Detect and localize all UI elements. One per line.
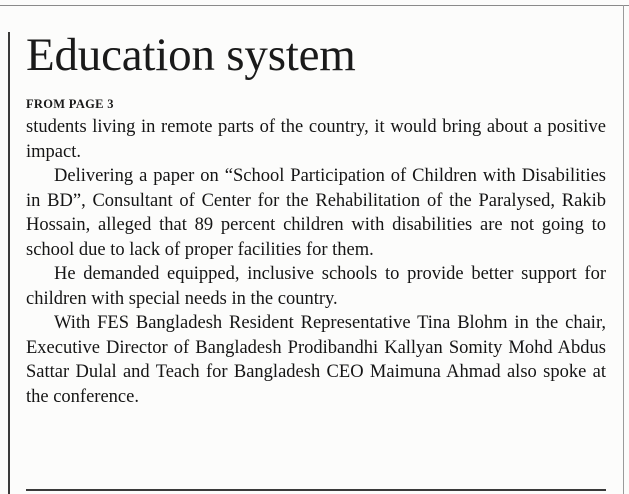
article-paragraph-1: students living in remote parts of the country, it would bring about a positive impact.: [26, 117, 606, 162]
top-border-rule: [0, 5, 629, 6]
continuation-kicker: FROM PAGE 3: [26, 97, 114, 111]
article-paragraph-3: He demanded equipped, inclusive schools to provide better support for children with special needs in the country.: [26, 264, 606, 309]
article-paragraph-4: With FES Bangladesh Resident Representative Tina Blohm in the chair, Executive Director of Bangladesh Prodibandhi Kallyan Somity Mohd Abdus Sattar Dulal and Teach for Bangladesh CEO Maimuna Ahmad also spoke at the conference.: [26, 313, 606, 407]
article-headline: Education system: [26, 29, 356, 81]
right-border-rule: [623, 5, 624, 494]
article-paragraph-2: Delivering a paper on “School Participation of Children with Disabilities in BD”, Consultant of Center for the Rehabilitation of the Paralysed, Rakib Hossain, alleged that 89 percent children with disabilities are not going to school due to lack of proper facilities for them.: [26, 166, 606, 260]
left-column-rule: [8, 32, 10, 494]
bottom-column-rule: [26, 489, 606, 491]
article-body: [26, 115, 606, 409]
